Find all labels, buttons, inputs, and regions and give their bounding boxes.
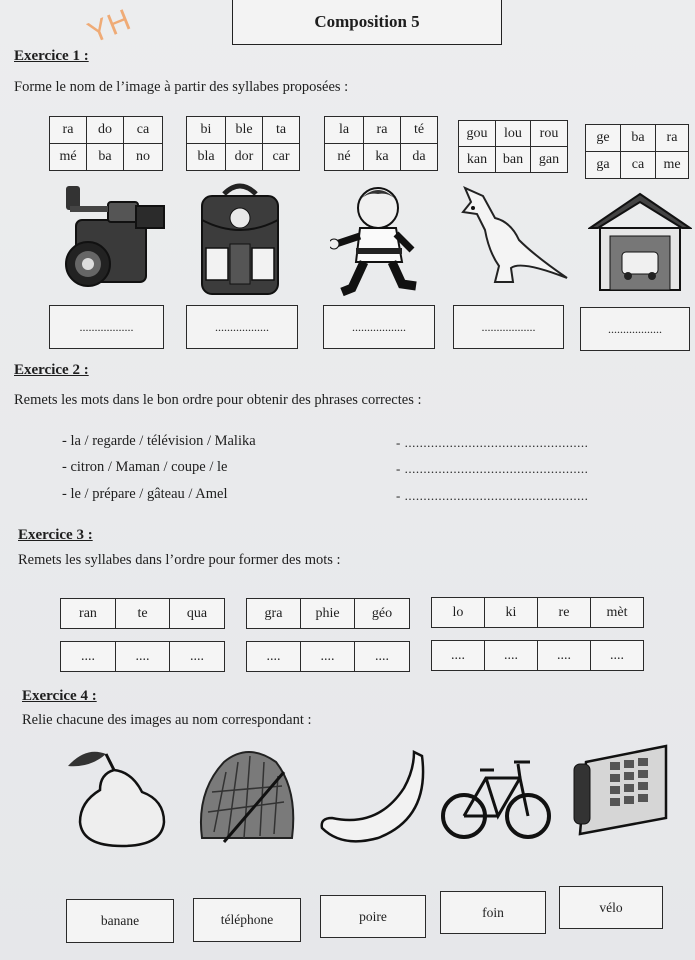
telephone-image [566,742,670,838]
grid-cell: car [263,144,300,171]
grid-cell: la [325,117,364,144]
answer-dots: .................. [481,320,536,334]
page-title: Composition 5 [232,0,502,45]
grid-cell: ra [50,117,87,144]
bicycle-image [440,740,552,846]
syllable-grid-5 [585,124,689,179]
syllable-group-2 [246,598,410,629]
grid-cell: dor [226,144,263,171]
word-box-telephone[interactable]: téléphone [193,898,301,942]
grid-cell: ge [586,125,621,152]
sentence-words-3: - le / prépare / gâteau / Amel [62,486,228,502]
syllable-grid-3 [324,116,438,171]
syllable-cell: re [538,598,591,628]
syllable-cell: ki [485,598,538,628]
grid-cell: ra [364,117,401,144]
pear-image [66,744,176,850]
grid-cell: bi [187,117,226,144]
syllable-cell: qua [170,599,225,629]
grid-cell: ra [656,125,689,152]
answer-box-2[interactable] [186,305,298,349]
blank-cell[interactable]: .... [247,642,301,672]
syllable-cell: lo [432,598,485,628]
syllable-cell: gra [247,599,301,629]
sentence-answer-line-1[interactable]: - ................................................. [396,435,589,450]
grid-cell: té [401,117,438,144]
sentence-answer-line-3[interactable]: - ................................................. [396,488,589,503]
grid-cell: rou [531,121,568,147]
grid-cell: ba [87,144,124,171]
blank-cell[interactable]: .... [538,641,591,671]
grid-cell: ba [621,125,656,152]
answer-box-4[interactable] [453,305,564,349]
grid-cell: do [87,117,124,144]
answer-box-1[interactable] [49,305,164,349]
grid-cell: gou [459,121,496,147]
answer-box-5[interactable] [580,307,690,351]
exercise-3-title: Exercice 3 : [18,527,93,543]
blank-cell[interactable]: .... [485,641,538,671]
hay-image [194,742,300,852]
camcorder-image [48,180,168,300]
banana-image [318,748,430,848]
grid-cell: bla [187,144,226,171]
grid-cell: gan [531,147,568,173]
word-box-banane[interactable]: banane [66,899,174,943]
watermark-logo: YH [83,3,137,51]
sentence-words-2: - citron / Maman / coupe / le [62,459,228,475]
exercise-1-instruction: Forme le nom de l’image à partir des syllabes proposées : [14,79,349,95]
exercise-4-instruction: Relie chacune des images au nom correspondant : [22,712,312,728]
kangaroo-image [455,182,570,286]
answer-dots: .................. [608,322,662,336]
blank-cell[interactable]: .... [591,641,644,671]
grid-cell: ka [364,144,401,171]
grid-cell: no [124,144,163,171]
word-box-velo[interactable]: vélo [559,886,663,929]
schoolbag-image [192,180,288,302]
syllable-cell: géo [355,599,410,629]
syllable-cell: te [116,599,170,629]
grid-cell: kan [459,147,496,173]
grid-cell: ban [496,147,531,173]
grid-cell: ca [621,152,656,179]
sentence-answer-line-2[interactable]: - ................................................. [396,461,589,476]
blank-cell[interactable]: .... [61,642,116,672]
grid-cell: mé [50,144,87,171]
syllable-grid-4 [458,120,568,173]
syllable-grid-2 [186,116,300,171]
grid-cell: ga [586,152,621,179]
grid-cell: da [401,144,438,171]
karate-boy-image [330,180,422,300]
grid-cell: ta [263,117,300,144]
syllable-cell: mèt [591,598,644,628]
sentence-words-1: - la / regarde / télévision / Malika [62,433,256,449]
answer-dots: .................. [352,320,406,334]
blank-cell[interactable]: .... [355,642,410,672]
syllable-grid-1 [49,116,163,171]
syllable-cell: ran [61,599,116,629]
exercise-3-instruction: Remets les syllabes dans l’ordre pour former des mots : [18,552,341,568]
exercise-2-title: Exercice 2 : [14,362,89,378]
blank-cell[interactable]: .... [170,642,225,672]
blank-group-2 [246,641,410,672]
answer-dots: .................. [79,320,134,334]
exercise-1-title: Exercice 1 : [14,48,89,64]
blank-group-3 [431,640,644,671]
blank-group-1 [60,641,225,672]
grid-cell: né [325,144,364,171]
word-box-foin[interactable]: foin [440,891,546,934]
blank-cell[interactable]: .... [301,642,355,672]
blank-cell[interactable]: .... [116,642,170,672]
syllable-group-3 [431,597,644,628]
blank-cell[interactable]: .... [432,641,485,671]
grid-cell: ble [226,117,263,144]
grid-cell: me [656,152,689,179]
grid-cell: lou [496,121,531,147]
exercise-2-instruction: Remets les mots dans le bon ordre pour obtenir des phrases correctes : [14,392,422,408]
garage-image [588,188,692,292]
answer-dots: .................. [215,320,269,334]
syllable-cell: phie [301,599,355,629]
word-box-poire[interactable]: poire [320,895,426,938]
grid-cell: ca [124,117,163,144]
syllable-group-1 [60,598,225,629]
exercise-4-title: Exercice 4 : [22,688,97,704]
answer-box-3[interactable] [323,305,435,349]
